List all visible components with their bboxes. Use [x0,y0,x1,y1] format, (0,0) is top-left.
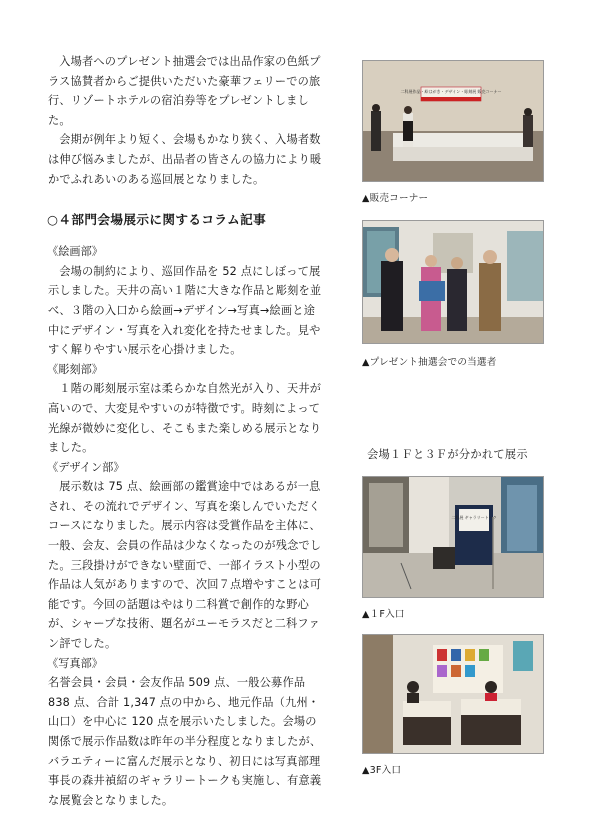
sales-sign-text: 二科展作品・絵はがき・デザイン・彫刻展 販売コーナー [400,89,502,94]
section-text-sculpture: １階の彫刻展示室は柔らかな自然光が入り、天井が高いので、大変見やすいのが特徴です。時刻によって光線が微妙に変化し、そこもまた楽しめる展示となりました。 [48,382,322,455]
section-text-design: 展示数は 75 点、絵画部の鑑賞途中ではあるが一息され、その流れでデザイン、写真を楽しんでいただくコースになりました。展示内容は受賞作品を主体に、一般、会友、会員の作品は少なくなったのが残念でした。三段掛けができない壁面で、一部イラスト小型の作品は人気がありますので、次回７点増やすことは可能です。今回の話題はやはり二科賞で創作的な野心が、シャープな技術、題名がユーモラスだと二科ファン評でした。 [48,480,322,651]
caption-3f-entrance: ▲3F入口 [362,765,402,776]
caption-1f-entrance: ▲１F入口 [362,609,405,620]
caption-sales-corner: ▲販売コーナー [362,193,429,204]
section-title-design: 《デザイン部》 [47,460,125,474]
section-title-sculpture: 《彫刻部》 [47,362,103,376]
intro-paragraph-2: 会期が例年より短く、会場もかなり狭く、入場者数は伸び悩みましたが、出品者の皆さんの協力により暖かでふれあいのある巡回展となりました。 [48,133,322,186]
section-text-photography: 名誉会員・会員・会友作品 509 点、一般公募作品 838 点、合計 1,347 点の中から、地元作品（九州・山口）を中心に 120 点を展示いたしました。会場の関係で展示作品数は昨年の半分程度となりましたが、バラエティーに富んだ展示となり、初日には写真部理事長の森井禎紹のギャラリートークも実施し、有意義な展覧会となりました。 [48,676,322,807]
caption-prize-winners: ▲プレゼント抽選会での当選者 [362,357,497,368]
photo-prize-winners [362,220,544,344]
column-heading: ○４部門会場展示に関するコラム記事 [47,212,267,228]
venue-floor-note: 会場１Ｆと３Ｆが分かれて展示 [367,448,528,461]
photo-1f-entrance [362,476,544,598]
article-text-column [48,52,324,810]
photo-3f-entrance [362,634,544,754]
section-title-painting: 《絵画部》 [47,245,103,259]
section-text-painting: 会場の制約により、巡回作品を 52 点にしぼって展示しました。天井の高い１階に大きな作品と彫刻を並べ、３階の入口から絵画→デザイン→写真→絵画と途中にデザイン・写真を入れ変化を持たせました。見やすく解りやすい展示を心掛けました。 [48,264,322,357]
intro-paragraph-1: 入場者へのプレゼント抽選会では出品作家の色紙プラス協賛者からご提供いただいた豪華フェリーでの旅行、リゾートホテルの宿泊券等をプレゼントしました。 [48,55,321,127]
photo-sales-corner [362,60,544,182]
gallery-talk-sign-text: 二科展 ギャラリートーク [451,515,497,520]
section-title-photography: 《写真部》 [47,656,103,670]
